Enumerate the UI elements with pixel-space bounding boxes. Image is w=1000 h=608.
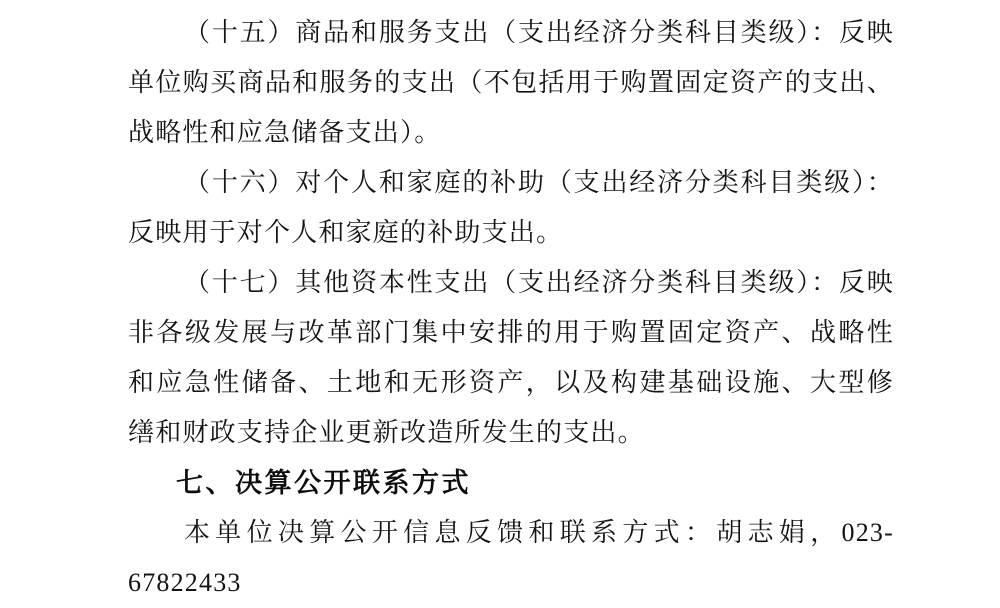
para-15-line-2: 单位购买商品和服务的支出（不包括用于购置固定资产的支出、 (128, 68, 894, 97)
contact-line-2-phone: 67822433 (128, 568, 242, 597)
contact-line-1: 本单位决算公开信息反馈和联系方式：胡志娟，023- (184, 518, 894, 547)
para-17-line-1: （十七）其他资本性支出（支出经济分类科目类级）：反映 (184, 268, 894, 297)
para-17-line-4: 缮和财政支持企业更新改造所发生的支出。 (128, 418, 645, 447)
para-15-line-3: 战略性和应急储备支出）。 (128, 118, 442, 147)
section-7-heading: 七、决算公开联系方式 (176, 468, 471, 498)
document-text-block (128, 8, 894, 608)
para-15-line-1: （十五）商品和服务支出（支出经济分类科目类级）：反映 (184, 18, 894, 47)
para-16-line-2: 反映用于对个人和家庭的补助支出。 (128, 218, 564, 247)
para-16-line-1: （十六）对个人和家庭的补助（支出经济分类科目类级）： (184, 168, 894, 197)
para-17-line-2: 非各级发展与改革部门集中安排的用于购置固定资产、战略性 (128, 318, 894, 347)
para-17-line-3: 和应急性储备、土地和无形资产，以及构建基础设施、大型修 (128, 368, 894, 397)
